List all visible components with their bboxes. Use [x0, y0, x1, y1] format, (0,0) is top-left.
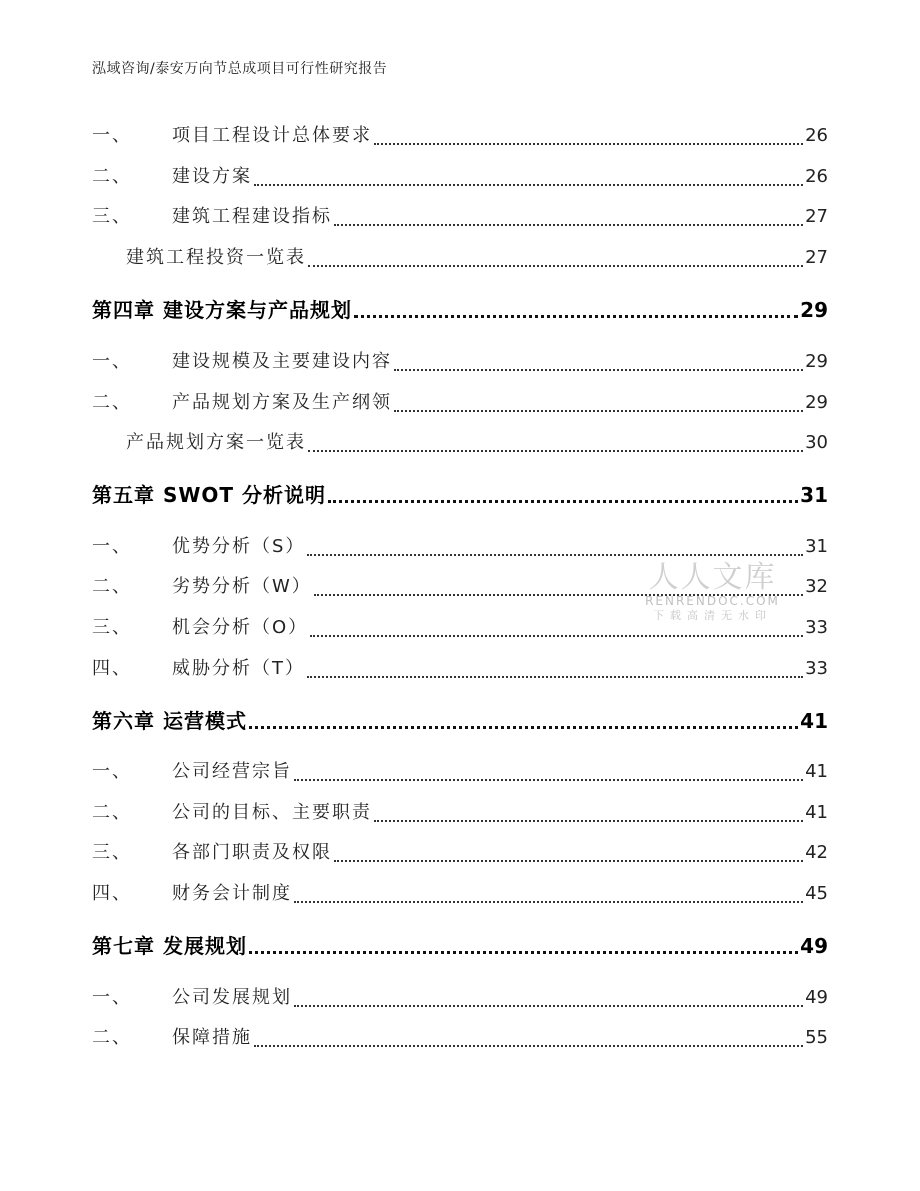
toc-leader-dots: [294, 1005, 803, 1007]
toc-entry[interactable]: [126, 428, 828, 458]
watermark: [645, 562, 780, 624]
toc-leader-dots: [394, 410, 803, 412]
toc-entry-number: 四、: [92, 883, 132, 904]
toc-entry-title: 优势分析（S）: [172, 536, 306, 557]
watermark-brand: 人人文库: [648, 560, 777, 595]
toc-leader-dots: [394, 369, 803, 371]
toc-entry-number: 一、: [92, 351, 132, 372]
toc-leader-dots: [308, 265, 803, 267]
toc-entry-page: 29: [805, 392, 828, 413]
toc-chapter-entry[interactable]: [92, 479, 828, 509]
toc-entry[interactable]: [92, 757, 828, 787]
toc-leader-dots: [249, 726, 798, 729]
toc-leader-dots: [294, 901, 803, 903]
toc-entry[interactable]: [92, 532, 828, 562]
watermark-url: RENRENDOC.COM: [645, 594, 780, 608]
toc-entry-page: 32: [805, 576, 828, 597]
page-header: 泓域咨询/泰安万向节总成项目可行性研究报告: [92, 61, 388, 77]
toc-entry-page: 49: [805, 987, 828, 1008]
toc-leader-dots: [307, 554, 803, 556]
toc-leader-dots: [354, 315, 798, 318]
toc-entry-page: 45: [805, 883, 828, 904]
toc-entry-title: 各部门职责及权限: [172, 842, 332, 863]
toc-leader-dots: [254, 1045, 803, 1047]
toc-entry-page: 33: [805, 617, 828, 638]
toc-chapter-title: 第五章 SWOT 分析说明: [92, 483, 327, 507]
toc-leader-dots: [310, 635, 803, 637]
toc-entry-title: 产品规划方案及生产纲领: [172, 392, 392, 413]
toc-entry-page: 31: [805, 536, 828, 557]
toc-entry-page: 26: [805, 125, 828, 146]
toc-leader-dots: [374, 143, 803, 145]
toc-entry-number: 一、: [92, 761, 132, 782]
toc-entry[interactable]: [92, 388, 828, 418]
toc-entry-number: 二、: [92, 392, 132, 413]
toc-chapter-page: 41: [800, 709, 828, 733]
toc-leader-dots: [249, 951, 798, 954]
toc-entry[interactable]: [92, 879, 828, 909]
toc-leader-dots: [307, 676, 803, 678]
toc-entry[interactable]: [92, 654, 828, 684]
toc-entry-number: 一、: [92, 125, 132, 146]
toc-entry[interactable]: [92, 1023, 828, 1053]
toc-entry-number: 二、: [92, 802, 132, 823]
toc-entry-number: 三、: [92, 206, 132, 227]
toc-entry-title: 建设方案: [172, 166, 252, 187]
toc-entry-page: 29: [805, 351, 828, 372]
toc-chapter-title: 第四章 建设方案与产品规划: [92, 298, 352, 322]
toc-entry-page: 27: [805, 247, 828, 268]
toc-entry[interactable]: [92, 121, 828, 151]
toc-entry-title: 劣势分析（W）: [172, 576, 312, 597]
toc-chapter-title: 第六章 运营模式: [92, 709, 247, 733]
toc-entry-title: 公司经营宗旨: [172, 761, 292, 782]
toc-entry-page: 30: [805, 432, 828, 453]
toc-entry-page: 41: [805, 802, 828, 823]
toc-entry-page: 33: [805, 658, 828, 679]
toc-entry[interactable]: [92, 798, 828, 828]
toc-chapter-title: 第七章 发展规划: [92, 934, 247, 958]
toc-entry-page: 55: [805, 1027, 828, 1048]
toc-entry-number: 三、: [92, 842, 132, 863]
toc-entry[interactable]: [92, 202, 828, 232]
toc-entry-page: 26: [805, 166, 828, 187]
toc-leader-dots: [294, 779, 803, 781]
toc-entry-page: 42: [805, 842, 828, 863]
toc-entry-title: 公司的目标、主要职责: [172, 802, 372, 823]
toc-leader-dots: [308, 450, 803, 452]
toc-leader-dots: [328, 500, 798, 503]
toc-entry[interactable]: [92, 838, 828, 868]
toc-entry-title: 建筑工程建设指标: [172, 206, 332, 227]
toc-entry[interactable]: [92, 347, 828, 377]
toc-entry[interactable]: [92, 983, 828, 1013]
toc-chapter-entry[interactable]: [92, 930, 828, 960]
toc-entry[interactable]: [92, 162, 828, 192]
toc-entry-title: 建筑工程投资一览表: [126, 247, 306, 268]
toc-entry-page: 41: [805, 761, 828, 782]
watermark-slogan: 下载高清无水印: [653, 609, 772, 622]
toc-entry-number: 二、: [92, 576, 132, 597]
toc-entry-title: 建设规模及主要建设内容: [172, 351, 392, 372]
toc-entry-number: 一、: [92, 536, 132, 557]
toc-chapter-page: 31: [800, 483, 828, 507]
toc-entry-number: 二、: [92, 1027, 132, 1048]
toc-leader-dots: [254, 184, 803, 186]
toc-entry-number: 四、: [92, 658, 132, 679]
toc-entry-number: 二、: [92, 166, 132, 187]
toc-entry-title: 威胁分析（T）: [172, 658, 305, 679]
toc-entry-page: 27: [805, 206, 828, 227]
toc-entry[interactable]: [126, 243, 828, 273]
toc-leader-dots: [334, 224, 803, 226]
toc-entry-number: 一、: [92, 987, 132, 1008]
toc-entry-title: 产品规划方案一览表: [126, 432, 306, 453]
toc-leader-dots: [334, 860, 803, 862]
toc-chapter-entry[interactable]: [92, 294, 828, 324]
toc-chapter-page: 29: [800, 298, 828, 322]
toc-entry-title: 公司发展规划: [172, 987, 292, 1008]
toc-chapter-page: 49: [800, 934, 828, 958]
toc-entry-title: 机会分析（O）: [172, 617, 309, 638]
toc-entry-title: 财务会计制度: [172, 883, 292, 904]
toc-leader-dots: [374, 820, 803, 822]
toc-entry-title: 项目工程设计总体要求: [172, 125, 372, 146]
toc-entry-title: 保障措施: [172, 1027, 252, 1048]
toc-entry-number: 三、: [92, 617, 132, 638]
toc-chapter-entry[interactable]: [92, 705, 828, 735]
